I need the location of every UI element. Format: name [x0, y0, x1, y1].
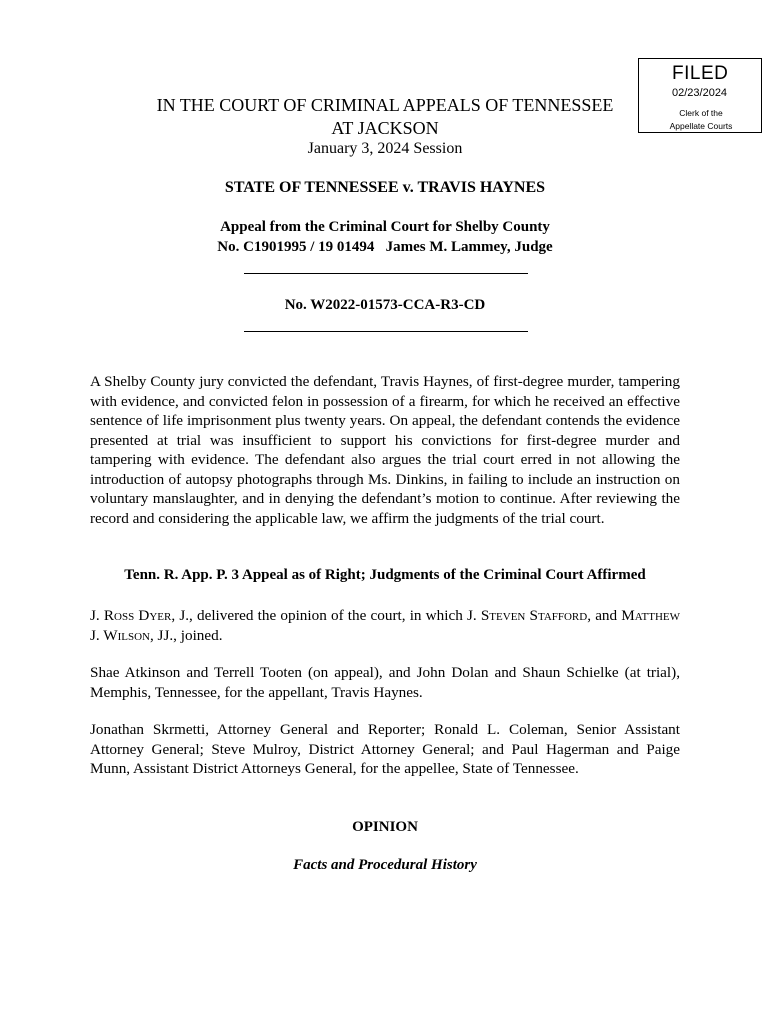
- stamp-clerk-line: Clerk of the: [679, 108, 723, 118]
- opinion-heading: OPINION: [352, 819, 418, 835]
- abstract-paragraph: A Shelby County jury convicted the defendant, Travis Haynes, of first-degree murder, tampering with evidence, and convicted felon in possession of a firearm, for which he received an effective sentence of life imprisonment plus twenty years. On appeal, the defendant contends the evidence presented at trial was insufficient to support his convictions for first-degree murder and tampering with evidence. The defendant also argues the trial court erred in not allowing the introduction of autopsy photographs through Ms. Dinkins, in failing to include an instruction on voluntary manslaughter, and in denying the defendant’s motion to continue. After reviewing the record and considering the applicable law, we affirm the judgments of the trial court.: [90, 373, 680, 527]
- appellant-counsel: Shae Atkinson and Terrell Tooten (on appeal), and John Dolan and Shaun Schielke (at trial), Memphis, Tennessee, for the appellant, Travis Haynes.: [90, 664, 680, 701]
- stamp-date: 02/23/2024: [672, 87, 728, 99]
- holding-line: Tenn. R. App. P. 3 Appeal as of Right; Judgments of the Criminal Court Affirmed: [124, 567, 646, 583]
- author-suffix: , J., delivered the opinion of the court, in which: [171, 607, 467, 624]
- conjunction: , and: [587, 607, 622, 624]
- case-title: STATE OF TENNESSEE v. TRAVIS HAYNES: [224, 179, 546, 196]
- appeal-from: Appeal from the Criminal Court for Shelby County: [220, 219, 550, 235]
- session-date: January 3, 2024 Session: [307, 140, 463, 157]
- author-name: J. Ross Dyer: [90, 607, 172, 624]
- stamp-courts-line: Appellate Courts: [669, 121, 733, 131]
- lower-court-case: No. C1901995 / 19 01494 James M. Lammey, Judge: [217, 239, 553, 255]
- divider-rule: [244, 331, 528, 332]
- joined-text: , JJ., joined.: [149, 626, 223, 644]
- judge-name: J. Steven Stafford: [466, 607, 588, 624]
- divider-rule: [244, 273, 528, 274]
- court-name: IN THE COURT OF CRIMINAL APPEALS OF TENNESSEE: [156, 95, 614, 115]
- appellee-counsel: Jonathan Skrmetti, Attorney General and Reporter; Ronald L. Coleman, Senior Assistant Attorney General; Steve Mulroy, District Attorney General; and Paul Hagerman and Paige Munn, Assistant District Attorneys General, for the appellee, State of Tennessee.: [90, 721, 680, 777]
- opinion-author-paragraph: [90, 606, 680, 645]
- facts-heading: Facts and Procedural History: [293, 857, 477, 873]
- court-location: AT JACKSON: [331, 118, 439, 138]
- docket-number: No. W2022-01573-CCA-R3-CD: [284, 297, 486, 313]
- stamp-title: FILED: [672, 63, 729, 84]
- judge-name: Matthew J. Wilson: [90, 607, 681, 644]
